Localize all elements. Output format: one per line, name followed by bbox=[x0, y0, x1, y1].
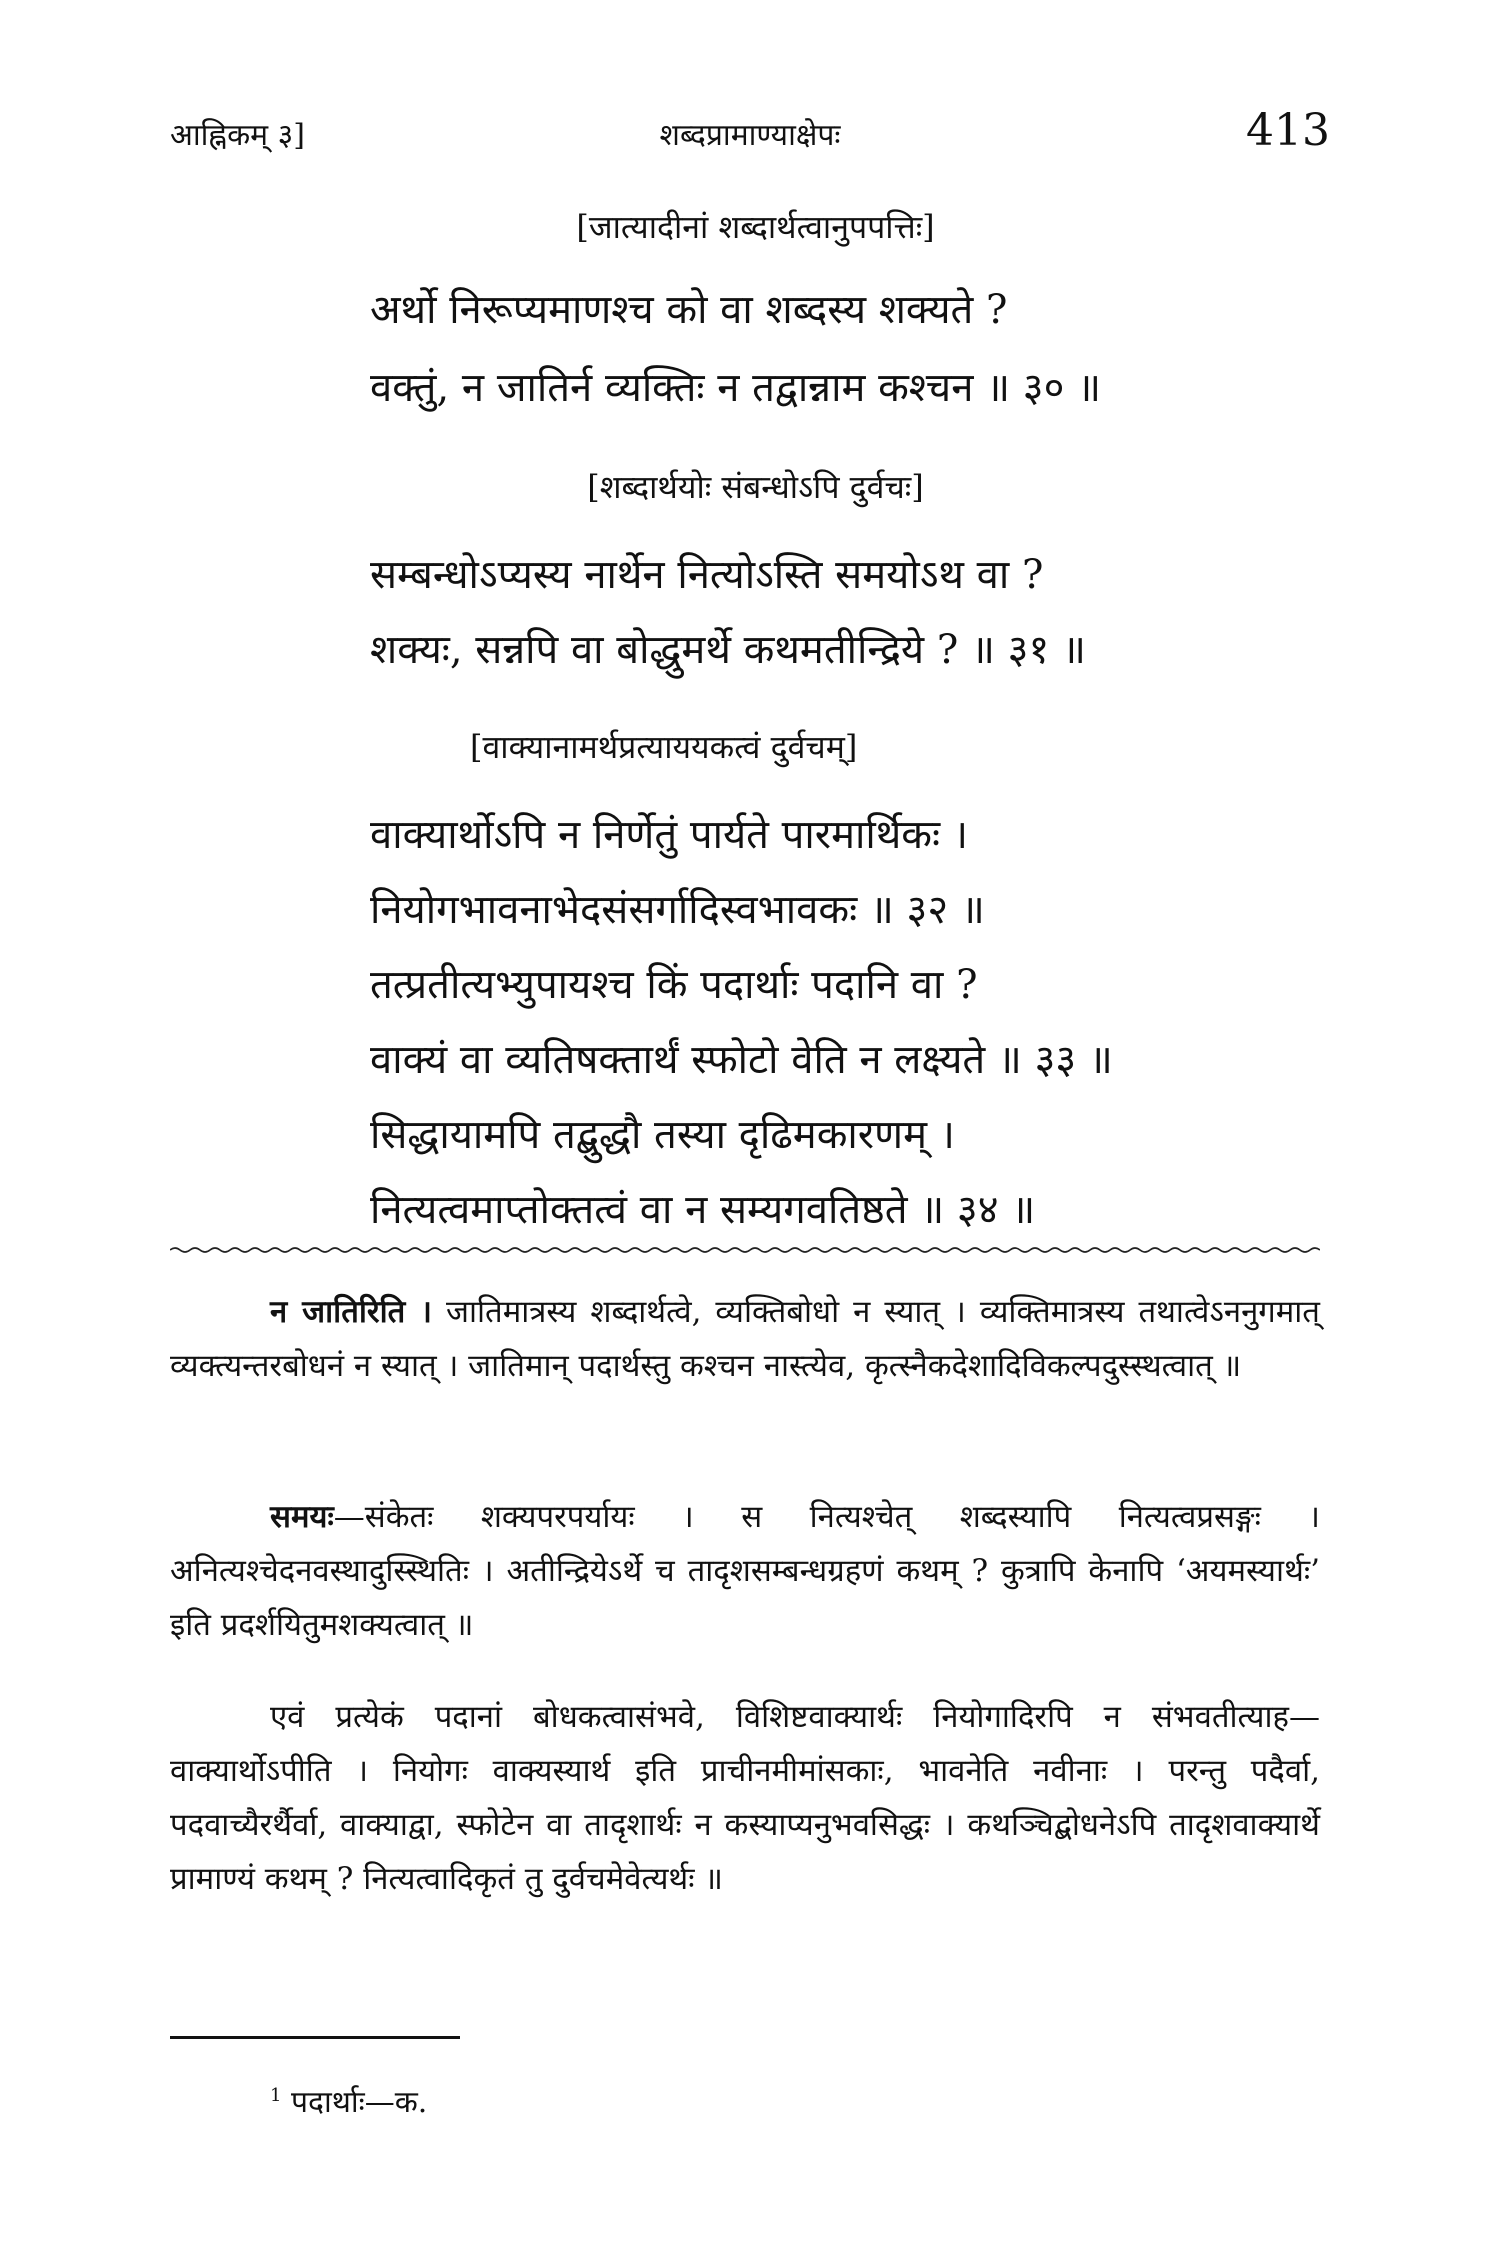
verse-line: सम्बन्धोऽप्यस्य नार्थेन नित्योऽस्ति समयोऽथ वा ? bbox=[370, 552, 1044, 598]
verse-line: वाक्यं वा व्यतिषक्तार्थं स्फोटो वेति न लक्ष्यते ॥ ३३ ॥ bbox=[370, 1037, 1113, 1083]
commentary-paragraph bbox=[170, 1690, 1320, 1906]
commentary-lemma: न जातिरिति । bbox=[270, 1294, 432, 1330]
running-header bbox=[170, 105, 1330, 165]
commentary-text: जातिमात्रस्य शब्दार्थत्वे, व्यक्तिबोधो न स्यात् । व्यक्तिमात्रस्य तथात्वेऽननुगमात् व्यक्त्यन्तरबोधनं न स्यात् । जातिमान् पदार्थस्तु कश्चन नास्त्येव, कृत्स्नैकदेशादिविकल्पदुस्स्थत्वात् ॥ bbox=[170, 1294, 1320, 1384]
footnote-marker: 1 bbox=[270, 2085, 282, 2106]
section-heading: [जात्यादीनां शब्दार्थत्वानुपपत्तिः] bbox=[576, 208, 935, 246]
commentary-text: एवं प्रत्येकं पदानां बोधकत्वासंभवे, विशिष्टवाक्यार्थः नियोगादिरपि न संभवतीत्याह—वाक्यार्थोऽपीति । नियोगः वाक्यस्यार्थ इति प्राचीनमीमांसकाः, भावनेति नवीनाः । परन्तु पदैर्वा, पदवाच्यैरर्थैर्वा, वाक्याद्वा, स्फोटेन वा तादृशार्थः न कस्याप्यनुभवसिद्धः । कथञ्चिद्बोधनेऽपि तादृशवाक्यार्थे प्रामाण्यं कथम् ? नित्यत्वादिकृतं तु दुर्वचमेवेत्यर्थः ॥ bbox=[170, 1699, 1320, 1897]
verse-line: अर्थो निरूप्यमाणश्च को वा शब्दस्य शक्यते ? bbox=[370, 287, 1008, 333]
header-chapter: आह्निकम् ३] bbox=[170, 118, 305, 153]
commentary-paragraph bbox=[170, 1285, 1320, 1393]
verse-line: वाक्यार्थोऽपि न निर्णेतुं पार्यते पारमार्थिकः । bbox=[370, 812, 968, 858]
verse-line: तत्प्रतीत्यभ्युपायश्च किं पदार्थाः पदानि वा ? bbox=[370, 962, 978, 1008]
footnote-text: पदार्थाः—क. bbox=[291, 2085, 428, 2120]
footnote bbox=[270, 2080, 427, 2121]
commentary-lemma: समयः bbox=[270, 1499, 334, 1535]
verse-line: नियोगभावनाभेदसंसर्गादिस्वभावकः ॥ ३२ ॥ bbox=[370, 887, 985, 933]
section-heading: [शब्दार्थयोः संबन्धोऽपि दुर्वचः] bbox=[587, 468, 924, 506]
page-number: 413 bbox=[1246, 105, 1330, 156]
commentary-text: —संकेतः शक्यपरपर्यायः । स नित्यश्चेत् शब्दस्यापि नित्यत्वप्रसङ्गः । अनित्यश्चेदनवस्थादुस्स्थितिः । अतीन्द्रियेऽर्थे च तादृशसम्बन्धग्रहणं कथम् ? कुत्रापि केनापि ‘अयमस्यार्थः’ इति प्रदर्शयितुमशक्यत्वात् ॥ bbox=[170, 1499, 1320, 1643]
footnote-rule bbox=[170, 2036, 460, 2039]
header-title: शब्दप्रामाण्याक्षेपः bbox=[659, 118, 841, 153]
commentary-paragraph bbox=[170, 1490, 1320, 1652]
verse-line: सिद्धायामपि तद्बुद्धौ तस्या दृढिमकारणम् । bbox=[370, 1112, 955, 1158]
verse-line: नित्यत्वमाप्तोक्तत्वं वा न सम्यगवतिष्ठते ॥ ३४ ॥ bbox=[370, 1187, 1036, 1233]
section-heading: [वाक्यानामर्थप्रत्याययकत्वं दुर्वचम्] bbox=[470, 728, 858, 766]
verse-line: वक्तुं, न जातिर्न व्यक्तिः न तद्वान्नाम कश्चन ॥ ३० ॥ bbox=[370, 365, 1102, 411]
verse-line: शक्यः, सन्नपि वा बोद्धुमर्थे कथमतीन्द्रिये ? ॥ ३१ ॥ bbox=[370, 627, 1086, 673]
section-divider bbox=[170, 1245, 1320, 1255]
